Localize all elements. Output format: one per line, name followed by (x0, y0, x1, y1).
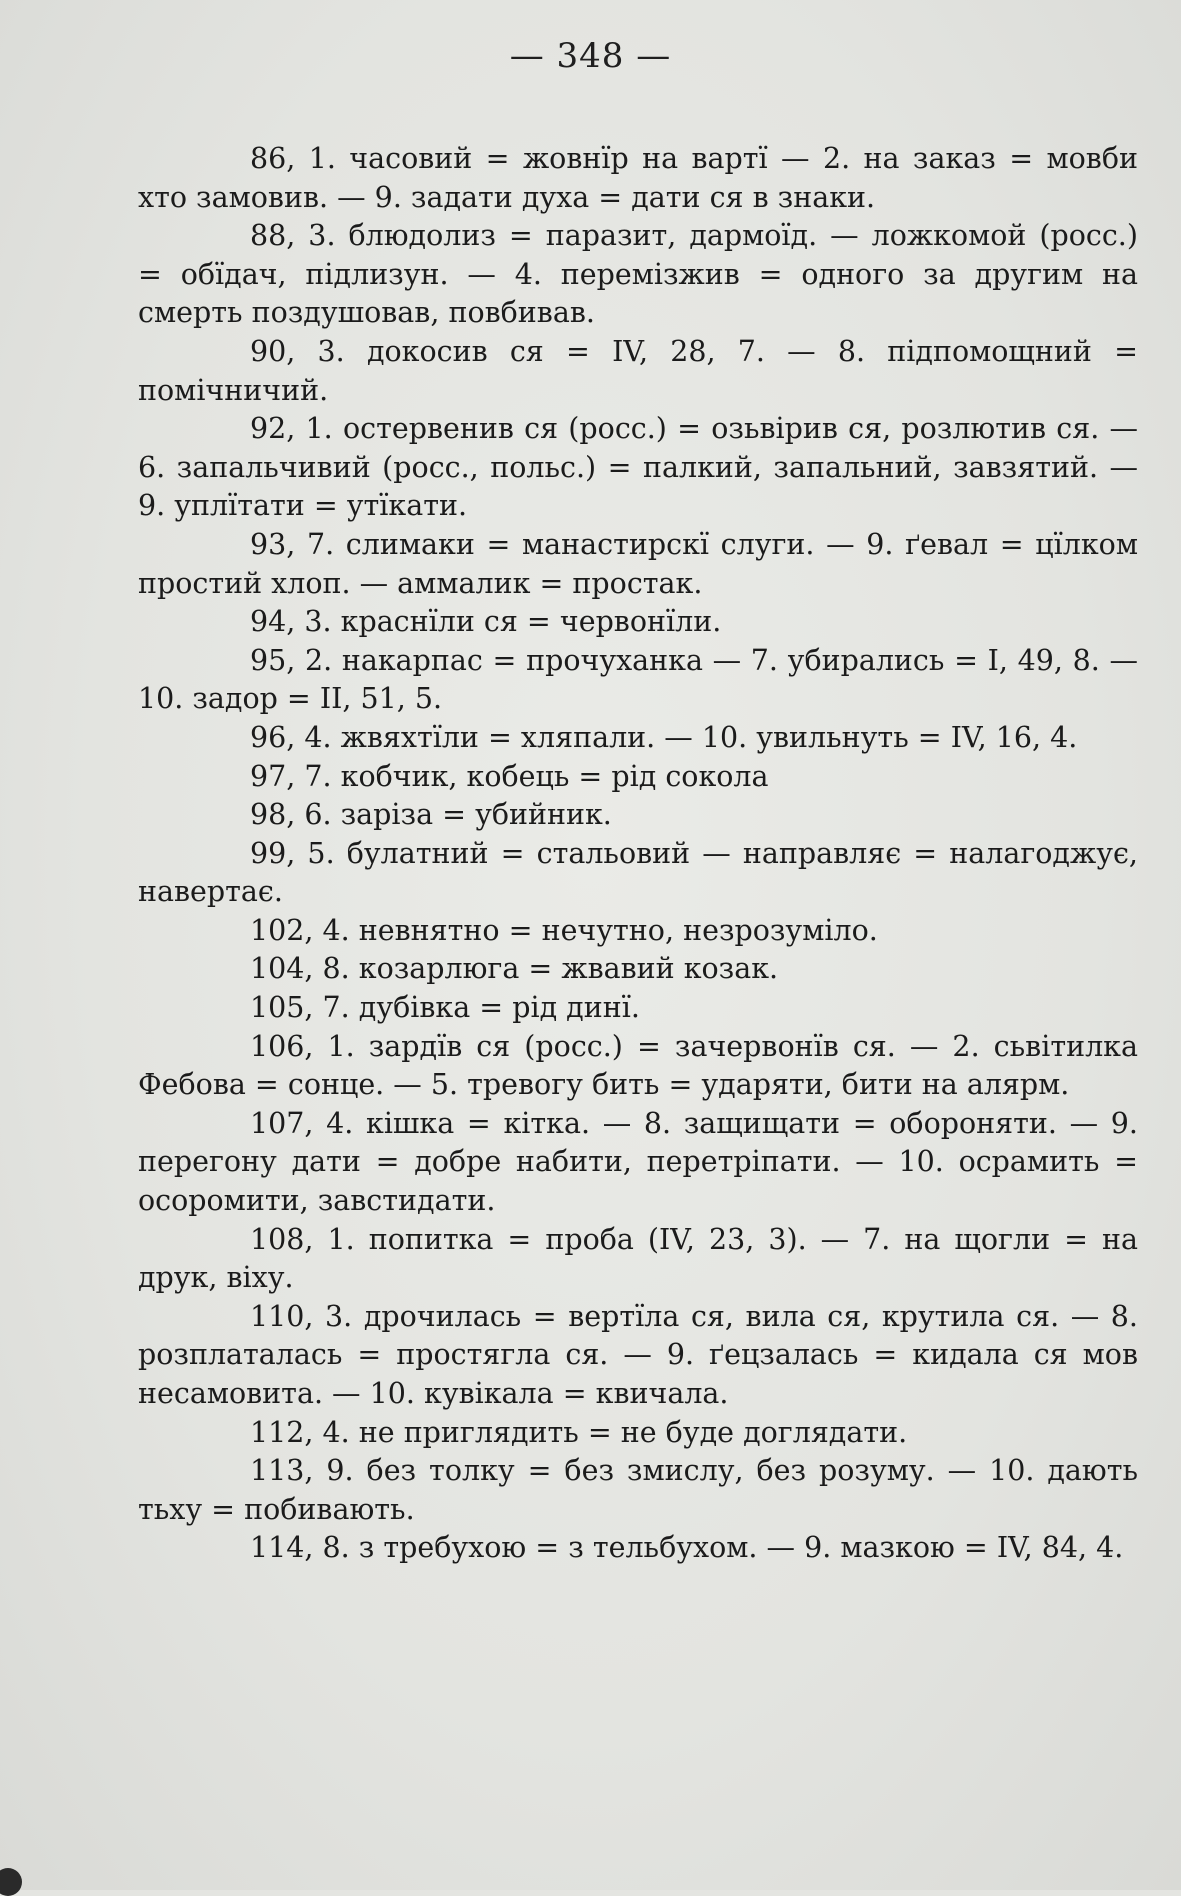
scan-corner-mark (0, 1868, 22, 1896)
glossary-entry: 112, 4. не приглядить = не буде доглядати. (250, 1415, 908, 1449)
glossary-text (138, 140, 1138, 1568)
glossary-entry: 88, 3. блюдолиз = паразит, дармоїд. — ложкомой (росс.) = обїдач, підлизун. — 4. перемізжив = одного за другим на смерть поздушовав, повбивав. (138, 219, 1138, 330)
glossary-entry: 107, 4. кішка = кітка. — 8. защищати = обороняти. — 9. перегону дати = добре набити, перетріпати. — 10. осрамить = осоромити, завстидати. (138, 1106, 1138, 1218)
glossary-entry: 99, 5. булатний = стальовий — направляє = налагоджує, навертає. (138, 836, 1138, 909)
glossary-entry: 110, 3. дрочилась = вертїла ся, вила ся, крутила ся. — 8. розплаталась = простягла ся. — 9. ґецзалась = кидала ся мов несамовита. — 10. кувікала = квичала. (138, 1299, 1138, 1410)
glossary-entry: 98, 6. заріза = убийник. (250, 798, 612, 832)
glossary-entry: 105, 7. дубівка = рід динї. (250, 991, 640, 1025)
glossary-entry: 96, 4. жвяхтїли = хляпали. — 10. увильнуть = IV, 16, 4. (250, 720, 1078, 754)
glossary-entry: 104, 8. козарлюга = жвавий козак. (250, 952, 779, 986)
glossary-entry: 95, 2. накарпас = прочуханка — 7. убирались = I, 49, 8. — 10. задор = II, 51, 5. (138, 643, 1138, 716)
glossary-entry: 86, 1. часовий = жовнїр на вартї — 2. на заказ = мовби хто замовив. — 9. задати духа = дати ся в знаки. (138, 142, 1138, 214)
glossary-entry: 102, 4. невнятно = нечутно, незрозуміло. (250, 913, 878, 947)
glossary-entry: 108, 1. попитка = проба (IV, 23, 3). — 7. на щогли = на друк, віху. (138, 1222, 1138, 1295)
glossary-entry: 92, 1. остервенив ся (росс.) = озьвірив ся, розлютив ся. — 6. запальчивий (росс., польс.) = палкий, запальний, завзятий. — 9. уплїтати = утїкати. (138, 412, 1138, 523)
glossary-entry: 106, 1. зардїв ся (росс.) = зачервонїв ся. — 2. сьвітилка Фебова = сонце. — 5. тревогу бить = ударяти, бити на алярм. (138, 1029, 1138, 1102)
glossary-entry: 97, 7. кобчик, кобець = рід сокола (250, 759, 769, 793)
glossary-entry: 93, 7. слимаки = манастирскї слуги. — 9. ґевал = цїлком простий хлоп. — аммалик = простак. (138, 527, 1138, 600)
glossary-entry: 90, 3. докосив ся = IV, 28, 7. — 8. підпомощний = помічничий. (138, 334, 1138, 407)
glossary-entry: 114, 8. з требухою = з тельбухом. — 9. мазкою = IV, 84, 4. (250, 1531, 1124, 1565)
page-number: — 348 — (509, 36, 672, 76)
glossary-entry: 113, 9. без толку = без змислу, без розуму. — 10. дають тьху = побивають. (138, 1454, 1138, 1526)
glossary-entry: 94, 3. краснїли ся = червонїли. (250, 605, 722, 639)
